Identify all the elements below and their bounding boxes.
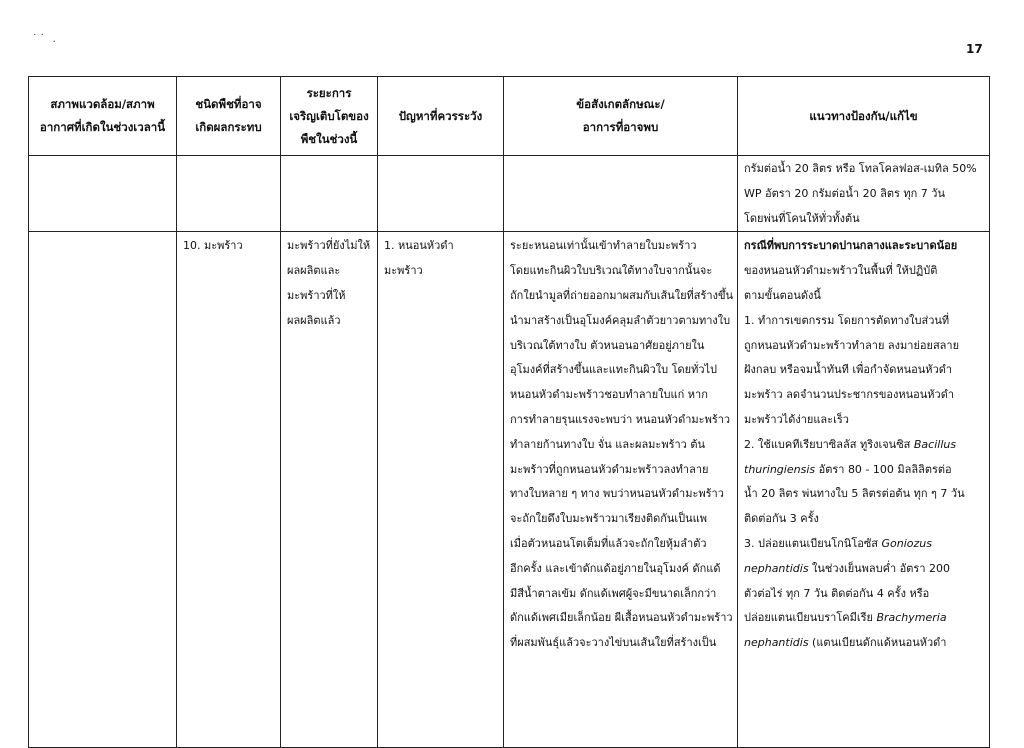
corner-mark: ˙˙ .	[32, 32, 58, 45]
cell-solution: กรัมต่อน้ำ 20 ลิตร หรือ โทลโคลฟอส-เมทิล 50% WP อัตรา 20 กรัมต่อน้ำ 20 ลิตร ทุก 7 วัน โดยพ่นที่โคนให้ทั่วทั้งต้น	[738, 156, 990, 232]
cell-observation: ระยะหนอนเท่านั้นเข้าทำลายใบมะพร้าว โดยแทะกินผิวใบบริเวณใต้ทางใบจากนั้นจะ ถักใยนำมูลที่ถ่ายออกมาผสมกับเส้นใยที่สร้างขึ้น นำมาสร้างเป็นอุโมงค์คลุมลำตัวยาวตามทางใบ บริเวณใต้ทางใบ ตัวหนอนอาศัยอยู่ภายใน อุโมงค์ที่สร้างขึ้นและแทะกินผิวใบ โดยทั่วไป หนอนหัวดำมะพร้าวชอบทำลายใบแก่ หาก การทำลายรุนแรงจะพบว่า หนอนหัวดำมะพร้าว ทำลายก้านทางใบ จั่น และผลมะพร้าว ต้น มะพร้าวที่ถูกหนอนหัวดำมะพร้าวลงทำลาย ทางใบหลาย ๆ ทาง พบว่าหนอนหัวดำมะพร้าว จะถักใยดึงใบมะพร้าวมาเรียงติดกันเป็นแพ เมื่อตัวหนอนโตเต็มที่แล้วจะถักใยหุ้มลำตัว อีกครั้ง และเข้าดักแด้อยู่ภายในอุโมงค์ ดักแด้ มีสีน้ำตาลเข้ม ดักแด้เพศผู้จะมีขนาดเล็กกว่า ดักแด้เพศเมียเล็กน้อย ผีเสื้อหนอนหัวดำมะพร้าว ที่ผสมพันธุ์แล้วจะวางไข่บนเส้นใยที่สร้างเป็น	[504, 232, 738, 748]
cell-solution: กรณีที่พบการระบาดปานกลางและระบาดน้อย ของหนอนหัวดำมะพร้าวในพื้นที่ ให้ปฏิบัติ ตามขั้นตอนดังนี้ 1. ทำการเขตกรรม โดยการตัดทางใบส่วนที่ ถูกหนอนหัวดำมะพร้าวทำลาย ลงมาย่อยสลาย ฝังกลบ หรือจมน้ำทันที เพื่อกำจัดหนอนหัวดำ มะพร้าว ลดจำนวนประชากรของหนอนหัวดำ มะพร้าวได้ง่ายและเร็ว 2. ใช้แบคทีเรียบาซิลลัส ทูริงเจนซิส Bacillus thuringiensis อัตรา 80 - 100 มิลลิลิตรต่อ น้ำ 20 ลิตร พ่นทางใบ 5 ลิตรต่อต้น ทุก ๆ 7 วัน ติดต่อกัน 3 ครั้ง 3. ปล่อยแตนเบียนโกนิโอซัส Goniozus nephantidis ในช่วงเย็นพลบค่ำ อัตรา 200 ตัวต่อไร่ ทุก 7 วัน ติดต่อกัน 4 ครั้ง หรือ ปล่อยแตนเบียนบราโคมีเรีย Brachymeria nephantidis (แตนเบียนดักแด้หนอนหัวดำ	[738, 232, 990, 748]
table-row	[29, 156, 990, 232]
document-table	[28, 76, 990, 748]
header-crop: ชนิดพืชที่อาจ เกิดผลกระทบ	[177, 77, 281, 156]
table-row	[29, 232, 990, 748]
cell-environment	[29, 156, 177, 232]
cell-crop: 10. มะพร้าว	[177, 232, 281, 748]
cell-problem: 1. หนอนหัวดำ มะพร้าว	[378, 232, 504, 748]
cell-crop	[177, 156, 281, 232]
header-observation: ข้อสังเกตลักษณะ/ อาการที่อาจพบ	[504, 77, 738, 156]
cell-environment	[29, 232, 177, 748]
cell-growth-stage: มะพร้าวที่ยังไม่ให้ ผลผลิตและ มะพร้าวที่ให้ ผลผลิตแล้ว	[281, 232, 378, 748]
header-problem: ปัญหาที่ควรระวัง	[378, 77, 504, 156]
cell-problem	[378, 156, 504, 232]
table-header-row	[29, 77, 990, 156]
page-number: 17	[966, 42, 983, 56]
header-growth-stage: ระยะการ เจริญเติบโตของ พืชในช่วงนี้	[281, 77, 378, 156]
cell-growth-stage	[281, 156, 378, 232]
header-solution: แนวทางป้องกัน/แก้ไข	[738, 77, 990, 156]
header-environment: สภาพแวดล้อม/สภาพ อากาศที่เกิดในช่วงเวลานี้	[29, 77, 177, 156]
solution-heading: กรณีที่พบการระบาดปานกลางและระบาดน้อย	[744, 239, 958, 253]
cell-observation	[504, 156, 738, 232]
